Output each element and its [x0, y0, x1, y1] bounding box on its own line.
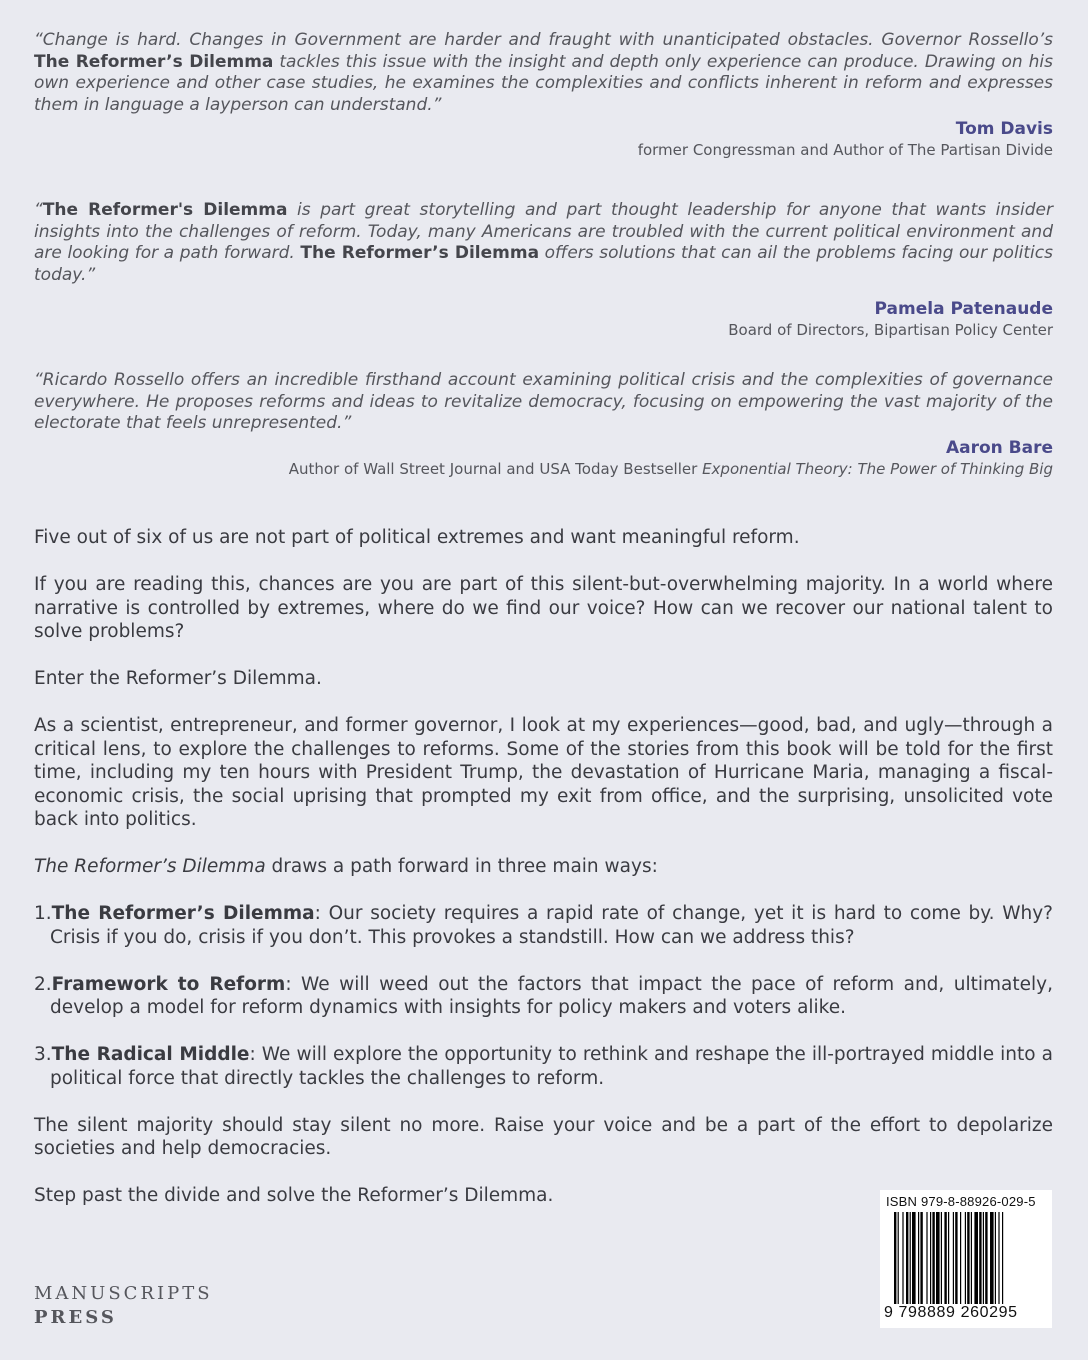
list-item: 2.Framework to Reform: We will weed out the factors that impact the pace of reform and, ultimately, develop a model for reform dynamics with insights for policy makers and voters alike. [34, 973, 1053, 1018]
barcode-bar [990, 1212, 994, 1312]
barcode-bar [971, 1212, 972, 1312]
barcode-bar [944, 1212, 946, 1312]
testimonial-quote: “Ricardo Rossello offers an incredible firsthand account examining political crisis and the complexities of governance everywhere. He proposes reforms and ideas to revitalize democracy, focusing on empowering the vast majority of the electorate that feels unrepresented.” [34, 370, 1053, 433]
book-title: Exponential Theory: The Power of Thinking Big [702, 459, 1053, 478]
testimonial-2 [34, 200, 1053, 340]
isbn-label: ISBN 979-8-88926-029-5 [886, 1194, 1036, 1209]
testimonial-author: Tom Davis [955, 119, 1053, 139]
testimonial-1 [34, 30, 1053, 160]
barcode-bar [894, 1212, 896, 1312]
blurb-paragraph: Five out of six of us are not part of political extremes and want meaningful reform. [34, 527, 800, 548]
blurb-paragraph: If you are reading this, chances are you are part of this silent-but-overwhelming majority. In a world where narrative is controlled by extremes, where do we find our voice? How can we recover our national talent to solve problems? [34, 574, 1053, 642]
barcode-bar [902, 1212, 903, 1312]
testimonial-role: Board of Directors, Bipartisan Policy Center [728, 321, 1053, 339]
blurb-paragraph: Step past the divide and solve the Reformer’s Dilemma. [34, 1185, 554, 1206]
barcode-bar [983, 1212, 984, 1312]
barcode-bar [995, 1212, 996, 1312]
publisher-line2: PRESS [34, 1307, 117, 1328]
barcode-bar [985, 1212, 987, 1312]
testimonial-3 [34, 370, 1053, 479]
blurb-paragraph: The silent majority should stay silent no more. Raise your voice and be a part of the effort to depolarize societies and help democracies. [34, 1114, 1053, 1159]
barcode-digits: 9 798889 260295 [884, 1304, 1048, 1322]
barcode-bar [936, 1212, 940, 1312]
testimonial-author: Aaron Bare [945, 437, 1053, 458]
blurb-paragraph: As a scientist, entrepreneur, and former governor, I look at my experiences—good, bad, and ugly—through a critical lens, to explore the challenges to reforms. Some of the stories from this book will be told for the first time, including my ten hours with President Trump, the devastation of Hurricane Maria, managing a fiscal-economic crisis, the social uprising that prompted my exit from office, and the surprising, unsolicited vote back into politics. [34, 715, 1053, 830]
barcode-bar [898, 1212, 899, 1312]
barcode-box [880, 1190, 1052, 1328]
barcode-bar [955, 1212, 957, 1312]
barcode-bar [906, 1212, 908, 1312]
list-item: 1.The Reformer’s Dilemma: Our society requires a rapid rate of change, yet it is hard to come by. Why? Crisis if you do, crisis if you don’t. This provokes a standstill. How can we address this? [34, 903, 1054, 948]
testimonial-author: Pamela Patenaude [874, 299, 1053, 319]
blurb [34, 526, 1053, 1231]
barcode-bar [932, 1212, 934, 1312]
barcode-bar [941, 1212, 942, 1312]
barcode-bar [965, 1212, 966, 1312]
barcode-bar [930, 1212, 931, 1312]
publisher-line1: MANUSCRIPTS [34, 1283, 213, 1304]
barcode-bar [948, 1212, 949, 1312]
barcode-bar [953, 1212, 954, 1312]
barcode-bar [1002, 1212, 1003, 1312]
testimonial-quote: “Change is hard. Changes in Government are harder and fraught with unanticipated obstacles. Governor Rossello’s The Reformer’s Dilemma tackles this issue with the insight and depth only experience can produce. Drawing on his own experience and other case studies, he examines the complexities and conflicts inherent in reform and expresses them in language a layperson can understand.” [34, 30, 1053, 115]
barcode-bar [920, 1212, 922, 1312]
book-title: The Reformer’s Dilemma [300, 243, 540, 263]
blurb-paragraph: The Reformer’s Dilemma draws a path forward in three main ways: [34, 856, 658, 877]
barcode-bars [894, 1212, 1044, 1312]
book-title: The Reformer's Dilemma [42, 200, 288, 220]
list-item: 3.The Radical Middle: We will explore the opportunity to rethink and reshape the ill-portrayed middle into a political force that directly tackles the challenges to reform. [34, 1044, 1053, 1089]
testimonial-role: former Congressman and Author of The Partisan Divide [637, 141, 1053, 159]
barcode-bar [912, 1212, 916, 1312]
testimonial-quote: “The Reformer's Dilemma is part great storytelling and part thought leadership for anyone that wants insider insights into the challenges of reform. Today, many Americans are troubled with the current political environment and are looking for a path forward. The Reformer’s Dilemma offers solutions that can ail the problems facing our politics today.” [34, 200, 1054, 285]
barcode-bar [960, 1212, 961, 1312]
barcode-bar [979, 1212, 981, 1312]
barcode-bar [967, 1212, 969, 1312]
book-title: The Reformer’s Dilemma [34, 51, 274, 72]
barcode-bar [910, 1212, 911, 1312]
barcode-bar [974, 1212, 978, 1312]
barcode-bar [998, 1212, 999, 1312]
testimonial-role: Author of Wall Street Journal and USA Today Bestseller Exponential Theory: The Power of Thinking Big [288, 459, 1053, 478]
barcode-bar [918, 1212, 919, 1312]
blurb-paragraph: Enter the Reformer’s Dilemma. [34, 668, 322, 689]
barcode-bar [926, 1212, 927, 1312]
publisher-logo [34, 1282, 213, 1330]
